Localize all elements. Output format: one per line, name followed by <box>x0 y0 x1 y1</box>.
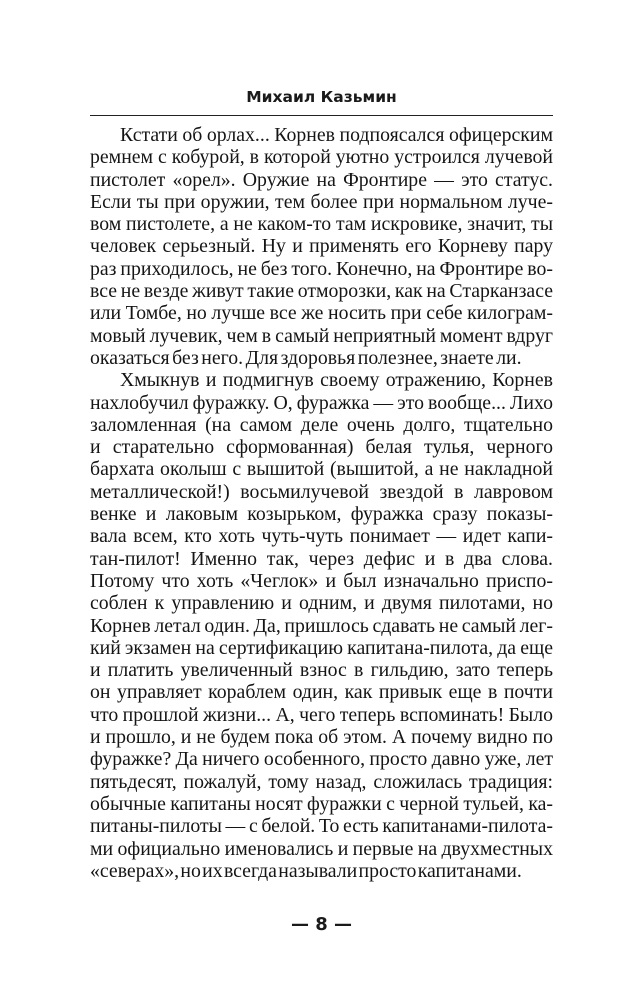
page-number: — 8 — <box>290 914 353 935</box>
text-line: Если ты при оружии, тем более при нормальном луче- <box>90 190 553 213</box>
text-line: вом пистолете, а не каком-то там искровике, значит, ты <box>90 213 553 236</box>
text-line: или Томбе, но лучше все же носить при себе килограм- <box>90 302 553 325</box>
text-line: мовый лучевик, чем в самый неприятный момент вдруг <box>90 324 553 347</box>
text-line: что прошлой жизни... А, чего теперь вспоминать! Было <box>90 703 553 726</box>
text-line: он управляет кораблем один, как привык еще в почти <box>90 681 553 704</box>
text-line: Кстати об орлах... Корнев подпоясался офицерским <box>120 124 553 146</box>
running-header-author: Михаил Казьмин <box>246 88 397 106</box>
text-line: и платить увеличенный взнос в гильдию, зато теперь <box>90 659 553 682</box>
text-line: и старательно сформованная) белая тулья, черного <box>90 436 553 459</box>
text-line: обычные капитаны носят фуражки с черной тульей, ка- <box>90 792 553 815</box>
text-line: питаны-пилоты — с белой. То есть капитанами-пилота- <box>90 815 553 838</box>
text-line: соблен к управлению и одним, и двумя пилотами, но <box>90 592 553 615</box>
text-line: раз приходилось, не без того. Конечно, на Фронтире во- <box>90 257 553 280</box>
text-line: нахлобучил фуражку. О, фуражка — это вообще... Лихо <box>90 391 553 414</box>
text-line: пистолет «орел». Оружие на Фронтире — это статус. <box>90 168 553 191</box>
text-line: ремнем с кобурой, в которой уютно устроился лучевой <box>90 146 553 169</box>
text-line: человек серьезный. Ну и применять его Корневу пару <box>90 235 553 258</box>
body-text <box>90 124 553 882</box>
text-line: и прошло, и не будем пока об этом. А почему видно по <box>90 726 553 749</box>
text-line: фуражке? Да ничего особенного, просто давно уже, лет <box>90 748 553 771</box>
header-divider <box>90 115 553 116</box>
text-line: Потому что хоть «Чеглок» и был изначально приспо- <box>90 569 553 592</box>
text-line: Хмыкнув и подмигнув своему отражению, Корнев <box>120 369 553 392</box>
text-line: бархата околыш с вышитой (вышитой, а не накладной <box>90 458 553 481</box>
text-line: Корнев летал один. Да, пришлось сдавать не самый лег- <box>90 614 553 637</box>
text-line: металлической!) восьмилучевой звездой в лавровом <box>90 480 553 503</box>
text-line: все не везде живут такие отморозки, как на Старканзасе <box>90 280 553 303</box>
text-line: венке и лаковым козырьком, фуражка сразу показы- <box>90 503 553 526</box>
paragraph-2 <box>90 369 553 882</box>
text-line: заломленная (на самом деле очень долго, тщательно <box>90 413 553 436</box>
text-line: кий экзамен на сертификацию капитана-пилота, да еще <box>90 636 553 659</box>
text-line: пятьдесят, пожалуй, тому назад, сложилась традиция: <box>90 770 553 793</box>
text-line: «северах», но их всегда называли просто капитанами. <box>90 859 522 882</box>
text-line: тан-пилот! Именно так, через дефис и в два слова. <box>90 547 553 570</box>
text-line: оказаться без него. Для здоровья полезнее, знаете ли. <box>90 346 522 369</box>
text-line: вала всем, кто хоть чуть-чуть понимает — идет капи- <box>90 525 553 548</box>
paragraph-1 <box>90 124 553 369</box>
text-line: ми официально именовались и первые на двухместных <box>90 837 553 860</box>
